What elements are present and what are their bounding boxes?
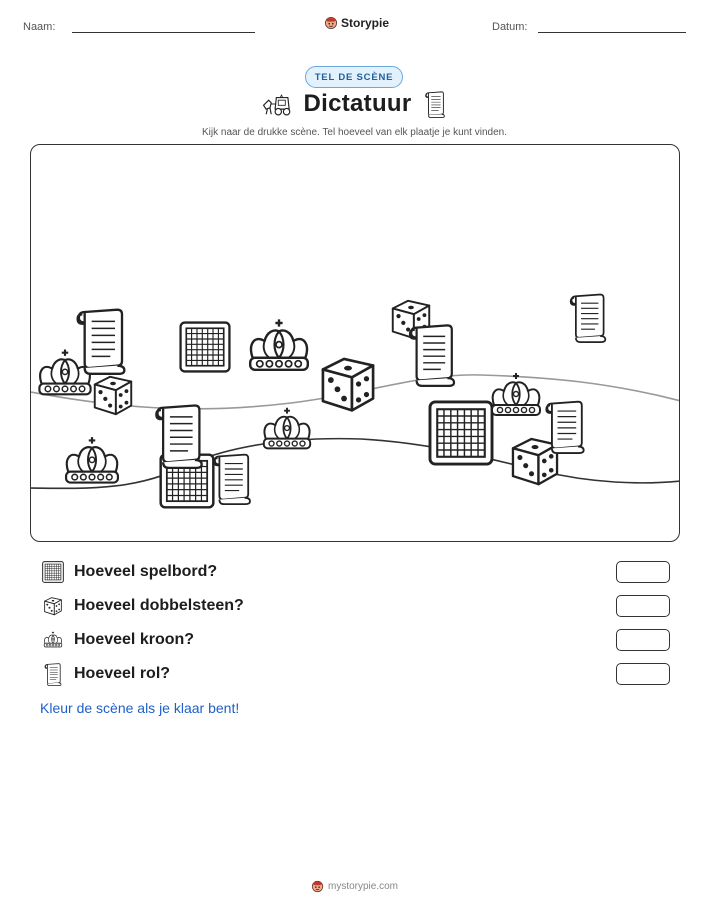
storypie-logo-icon: [311, 880, 324, 893]
crown-item: [39, 349, 90, 394]
dice-icon: [42, 595, 64, 617]
answer-box-game-board[interactable]: [616, 561, 670, 583]
scroll-item: [214, 455, 250, 505]
color-instruction: Kleur de scène als je klaar bent!: [40, 700, 240, 716]
dice-item: [95, 377, 131, 414]
footer-url: mystorypie.com: [327, 881, 398, 892]
answer-box-dice[interactable]: [616, 595, 670, 617]
scroll-icon: [43, 662, 63, 686]
activity-badge: TEL DE SCÈNE: [305, 66, 403, 88]
answer-box-crown[interactable]: [616, 629, 670, 651]
title-row: [0, 90, 709, 118]
question-row-game-board: [42, 560, 670, 584]
crown-item: [492, 373, 540, 415]
storypie-logo-icon: [324, 16, 338, 30]
question-text: Hoeveel rol?: [74, 665, 171, 682]
answer-box-scroll[interactable]: [616, 663, 670, 685]
dice-item: [323, 359, 373, 410]
name-field[interactable]: [72, 32, 255, 33]
crown-icon: [42, 630, 64, 650]
game-board-item: [430, 402, 492, 464]
footer: [0, 880, 709, 893]
game-board-item: [181, 323, 230, 372]
scroll-item: [410, 325, 454, 386]
brand-name: Storypie: [341, 16, 390, 30]
scroll-item: [78, 310, 125, 374]
name-label: Naam:: [23, 21, 56, 33]
scroll-item: [546, 402, 583, 453]
question-row-scroll: [42, 662, 670, 686]
question-row-dice: [42, 594, 670, 618]
crown-item: [66, 437, 118, 482]
scroll-icon: [422, 90, 448, 118]
question-text: Hoeveel spelbord?: [74, 563, 218, 580]
crown-item: [264, 408, 310, 449]
date-label: Datum:: [492, 21, 528, 33]
scene-illustration: [31, 145, 680, 542]
crown-item: [250, 319, 308, 369]
question-text: Hoeveel dobbelsteen?: [74, 597, 244, 614]
carriage-icon: [261, 91, 293, 117]
scroll-item: [156, 406, 201, 468]
counting-scene: [30, 144, 680, 542]
page-title: Dictatuur: [303, 90, 412, 117]
hill-line-front: [31, 439, 680, 489]
brand-logo: [324, 14, 389, 32]
date-field[interactable]: [538, 32, 686, 33]
scroll-item: [571, 294, 606, 342]
dice-item: [513, 439, 557, 484]
instructions: Kijk naar de drukke scène. Tel hoeveel van elk plaatje je kunt vinden.: [201, 127, 507, 138]
question-row-crown: [42, 628, 670, 652]
game-board-icon: [42, 561, 64, 583]
question-text: Hoeveel kroon?: [74, 631, 195, 648]
